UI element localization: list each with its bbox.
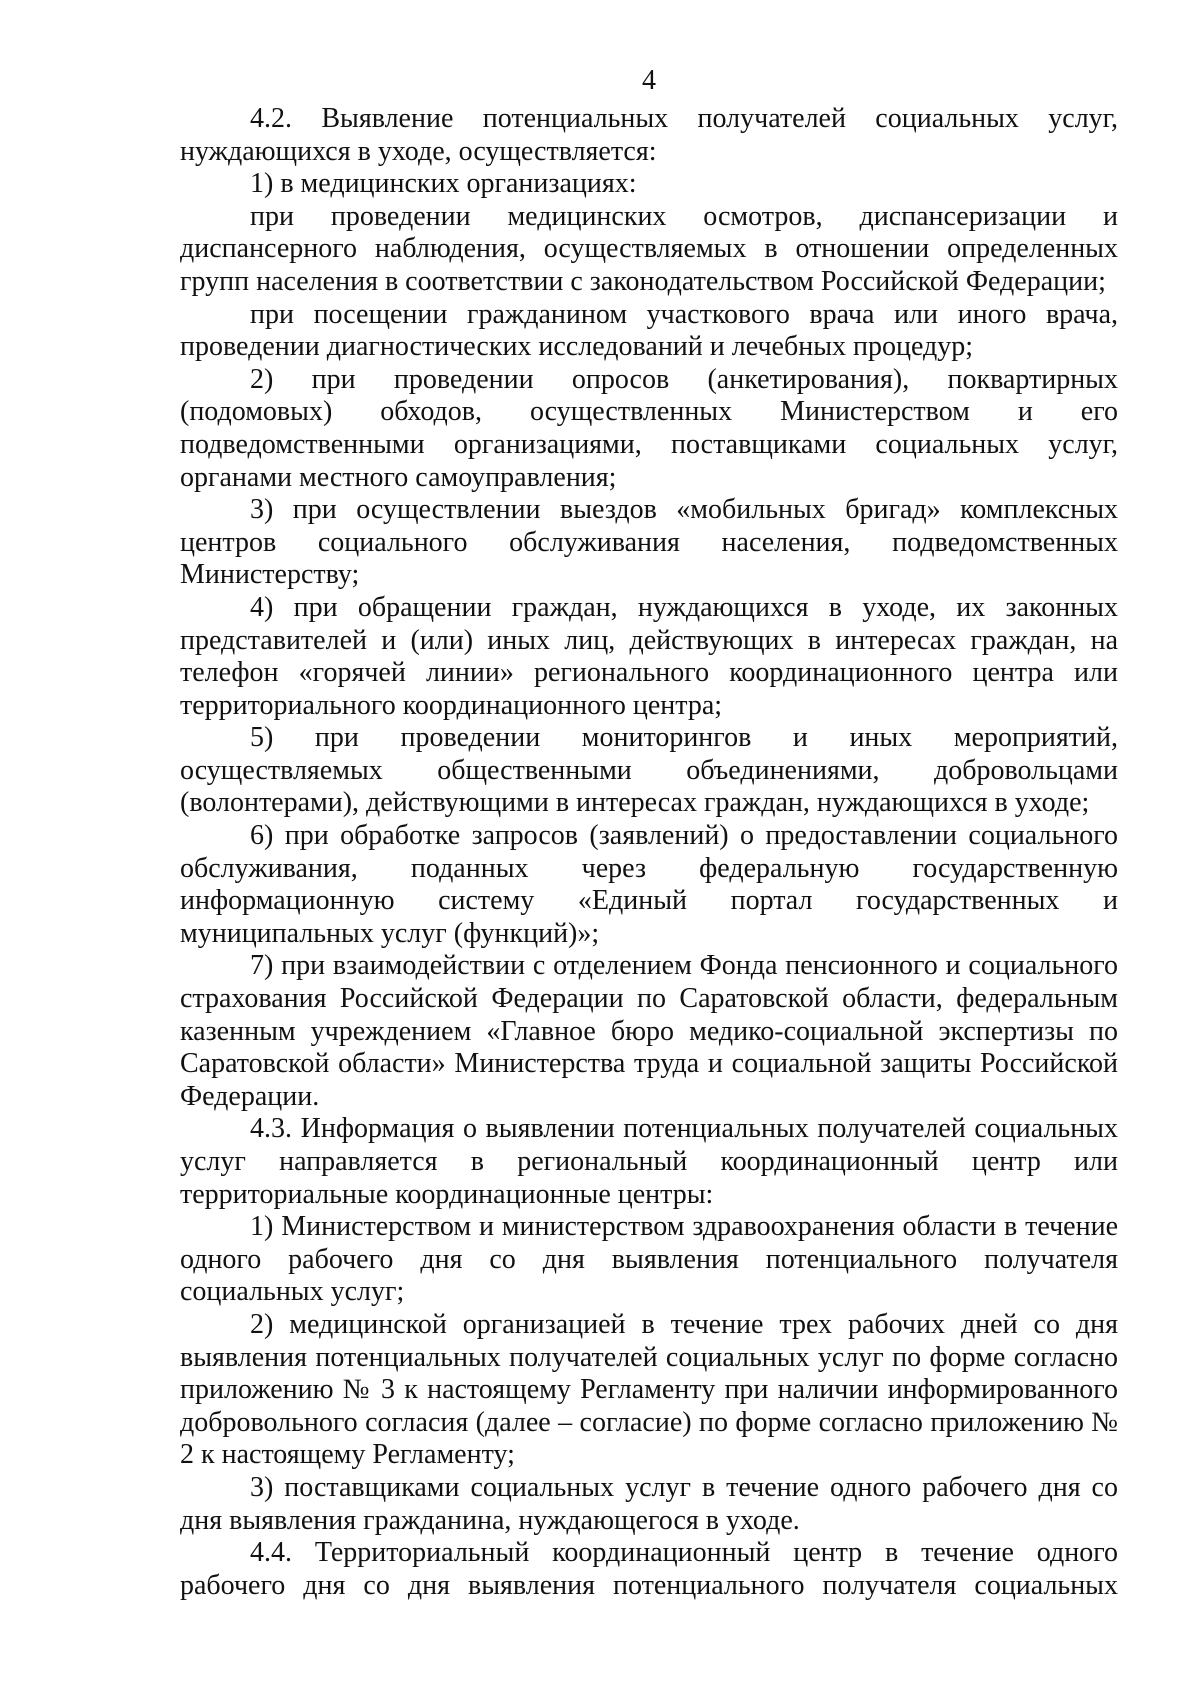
paragraph-4-2-item-3: 3) при осуществлении выездов «мобильных бригад» комплексных центров социального обслуживания населения, подведомственных Министерству; — [180, 494, 1118, 591]
paragraph-medical-exams: при проведении медицинских осмотров, диспансеризации и диспансерного наблюдения, осуществляемых в отношении определенных групп населения в соответствии с законодательством Российской Федерации; — [180, 200, 1118, 297]
paragraph-4-3-item-3: 3) поставщиками социальных услуг в течение одного рабочего дня со дня выявления гражданина, нуждающегося в уходе. — [180, 1471, 1118, 1536]
paragraph-doctor-visit: при посещении гражданином участкового врача или иного врача, проведении диагностических исследований и лечебных процедур; — [180, 298, 1118, 363]
paragraph-4-3: 4.3. Информация о выявлении потенциальных получателей социальных услуг направляется в региональный координационный центр или территориальные координационные центры: — [180, 1113, 1118, 1210]
paragraph-4-2: 4.2. Выявление потенциальных получателей социальных услуг, нуждающихся в уходе, осуществляется: — [180, 103, 1118, 167]
document-page — [180, 65, 1118, 1602]
paragraph-4-2-item-5: 5) при проведении мониторингов и иных мероприятий, осуществляемых общественными объединениями, добровольцами (волонтерами), действующими в интересах граждан, нуждающихся в уходе; — [180, 722, 1118, 819]
paragraph-4-3-item-2: 2) медицинской организацией в течение трех рабочих дней со дня выявления потенциальных получателей социальных услуг по форме согласно приложению № 3 к настоящему Регламенту при наличии информированного добровольного согласия (далее – согласие) по форме согласно приложению № 2 к настоящему Регламенту; — [180, 1308, 1118, 1471]
document-body — [180, 103, 1118, 1602]
paragraph-4-4: 4.4. Территориальный координационный центр в течение одного рабочего дня со дня выявления потенциального получателя социальных — [180, 1537, 1118, 1601]
paragraph-4-2-item-2: 2) при проведении опросов (анкетирования), поквартирных (подомовых) обходов, осуществленных Министерством и его подведомственными организациями, поставщиками социальных услуг, органами местного самоуправления; — [180, 363, 1118, 493]
paragraph-4-3-item-1: 1) Министерством и министерством здравоохранения области в течение одного рабочего дня со дня выявления потенциального получателя социальных услуг; — [180, 1211, 1118, 1308]
page-number: 4 — [642, 65, 656, 96]
paragraph-4-2-item-7: 7) при взаимодействии с отделением Фонда пенсионного и социального страхования Российской Федерации по Саратовской области, федеральным казенным учреждением «Главное бюро медико-социальной экспертизы по Саратовской области» Министерства труда и социальной защиты Российской Федерации. — [180, 950, 1118, 1112]
paragraph-4-2-item-1: 1) в медицинских организациях: — [250, 168, 637, 200]
paragraph-4-2-item-6: 6) при обработке запросов (заявлений) о предоставлении социального обслуживания, поданных через федеральную государственную информационную систему «Единый портал государственных и муниципальных услуг (функций)»; — [180, 820, 1118, 949]
paragraph-4-2-item-4: 4) при обращении граждан, нуждающихся в уходе, их законных представителей и (или) иных лиц, действующих в интересах граждан, на телефон «горячей линии» регионального координационного центра или территориального координационного центра; — [180, 591, 1118, 721]
